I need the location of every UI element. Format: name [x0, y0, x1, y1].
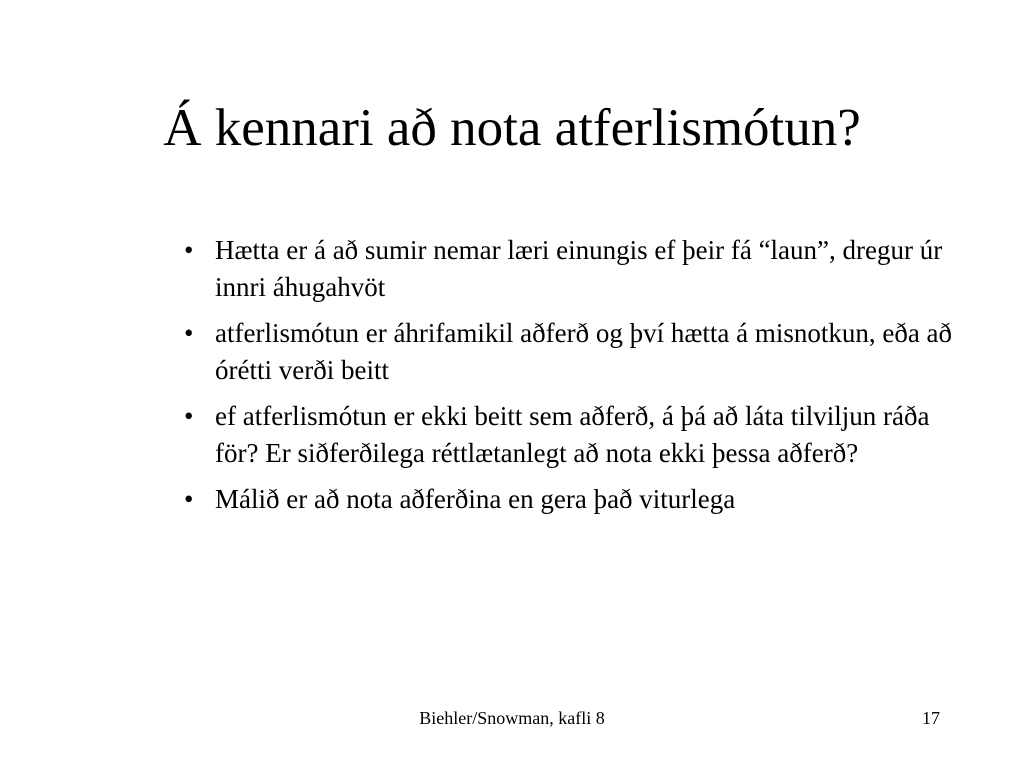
- bullet-symbol: •: [184, 235, 194, 265]
- bullet-item: [184, 481, 954, 518]
- bullet-text: Málið er að nota aðferðina en gera það viturlega: [215, 484, 736, 514]
- page-number: 17: [922, 708, 940, 728]
- bullet-list: [184, 232, 954, 527]
- bullet-item: [184, 315, 954, 389]
- bullet-symbol: •: [184, 401, 194, 431]
- bullet-symbol: •: [184, 484, 194, 514]
- bullet-text: Hætta er á að sumir nemar læri einungis ef þeir fá “laun”, dregur úr innri áhugahvöt: [215, 235, 943, 302]
- bullet-item: [184, 232, 954, 306]
- bullet-item: [184, 398, 954, 472]
- bullet-symbol: •: [184, 318, 194, 348]
- footer-source: Biehler/Snowman, kafli 8: [419, 708, 605, 728]
- slide-title: Á kennari að nota atferlismótun?: [163, 99, 861, 157]
- bullet-text: ef atferlismótun er ekki beitt sem aðferð, á þá að láta tilviljun ráða för? Er siðferðilega réttlætanlegt að nota ekki þessa aðferð?: [215, 401, 930, 468]
- bullet-text: atferlismótun er áhrifamikil aðferð og því hætta á misnotkun, eða að órétti verði beitt: [215, 318, 953, 385]
